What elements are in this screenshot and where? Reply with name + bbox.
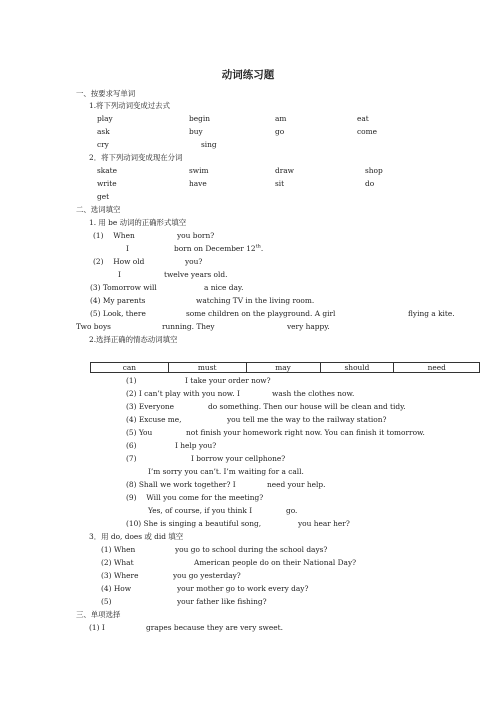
- section-2-sub-2: 2.选择正确的情态动词填空: [89, 335, 178, 344]
- be-question-text: some children on the playground. A girl: [186, 309, 336, 318]
- ing-word: get: [97, 192, 110, 201]
- table-cell: should: [320, 363, 394, 373]
- do-question: (4) How: [101, 584, 132, 593]
- ing-word: draw: [275, 166, 294, 175]
- modal-question-text: go.: [286, 506, 298, 515]
- modal-question-text: need your help.: [267, 480, 326, 489]
- modal-question-text: I borrow your cellphone?: [191, 454, 286, 463]
- past-word: eat: [357, 114, 369, 123]
- modal-question-text: do something. Then our house will be clean and tidy.: [208, 402, 406, 411]
- be-question-text: flying a kite.: [408, 309, 455, 318]
- do-question-text: you go to school during the school days?: [175, 545, 328, 554]
- be-question-text: watching TV in the living room.: [196, 296, 315, 305]
- do-question-text: you go yesterday?: [173, 571, 241, 580]
- be-question-text: born on December 12th.: [174, 243, 264, 253]
- be-question: (2) How old: [93, 257, 145, 266]
- modal-question: (8) Shall we work together? I: [126, 480, 236, 489]
- modal-question-text: I help you?: [175, 441, 217, 450]
- be-question-text: you born?: [177, 231, 215, 240]
- past-word: cry: [97, 140, 109, 149]
- modal-question-text: I’m sorry you can’t. I’m waiting for a call.: [148, 467, 304, 476]
- choice-question: (1) I: [89, 623, 105, 632]
- do-question: (2) What: [101, 558, 134, 567]
- ing-word: write: [97, 179, 117, 188]
- modal-question: (2) I can’t play with you now. I: [126, 389, 240, 398]
- ing-word: do: [365, 179, 375, 188]
- modal-question: (9) Will you come for the meeting?: [126, 493, 264, 502]
- page-title: 动词练习题: [221, 69, 275, 81]
- modal-question: (1): [126, 376, 137, 385]
- do-question: (3) Where: [101, 571, 139, 580]
- be-question: (4) My parents: [90, 296, 146, 305]
- do-question: (1) When: [101, 545, 136, 554]
- past-word: am: [275, 114, 287, 123]
- be-question: Two boys: [76, 322, 111, 331]
- modal-question-text: you hear her?: [298, 519, 350, 528]
- modal-question: (7): [126, 454, 137, 463]
- modal-question-text: I take your order now?: [185, 376, 271, 385]
- do-question-text: American people do on their National Day?: [194, 558, 357, 567]
- table-cell: may: [246, 363, 320, 373]
- be-question: I: [126, 244, 129, 253]
- ing-word: skate: [97, 166, 118, 175]
- be-question-text: you?: [185, 257, 203, 266]
- be-question-text: a nice day.: [204, 283, 244, 292]
- section-1-sub-1: 1.将下列动词变成过去式: [89, 101, 170, 110]
- be-question-text: twelve years old.: [164, 270, 228, 279]
- table-cell: can: [91, 363, 169, 373]
- modal-question: (6): [126, 441, 137, 450]
- do-question-text: your father like fishing?: [177, 597, 267, 606]
- choice-question-text: grapes because they are very sweet.: [146, 623, 283, 632]
- past-word: come: [357, 127, 377, 136]
- modal-question: (4) Excuse me,: [126, 415, 182, 424]
- modal-verb-table: [90, 362, 480, 373]
- be-question-text: running. They: [162, 322, 215, 331]
- section-2-sub-1: 1. 用 be 动词的正确形式填空: [89, 218, 187, 227]
- section-3-heading: 三、单项选择: [76, 610, 121, 619]
- ing-word: have: [189, 179, 207, 188]
- do-question-text: your mother go to work every day?: [177, 584, 309, 593]
- past-word: ask: [97, 127, 110, 136]
- be-question-text: very happy.: [287, 322, 330, 331]
- modal-question-text: not finish your homework right now. You can finish it tomorrow.: [186, 428, 425, 437]
- section-2-heading: 二、选词填空: [76, 205, 121, 214]
- past-word: buy: [189, 127, 203, 136]
- modal-question-text: wash the clothes now.: [272, 389, 355, 398]
- past-word: go: [275, 127, 285, 136]
- modal-question: (10) She is singing a beautiful song,: [126, 519, 262, 528]
- do-question: (5): [101, 597, 112, 606]
- be-question: I: [118, 270, 121, 279]
- modal-question-text: Yes, of course, if you think I: [148, 506, 253, 515]
- modal-question: (3) Everyone: [126, 402, 175, 411]
- ing-word: swim: [189, 166, 209, 175]
- section-2-sub-3: 3．用 do, does 或 did 填空: [89, 532, 184, 541]
- modal-question: (5) You: [126, 428, 153, 437]
- table-cell: need: [394, 363, 480, 373]
- past-word: begin: [189, 114, 210, 123]
- past-word: sing: [201, 140, 217, 149]
- be-question: (1) When: [93, 231, 135, 240]
- ing-word: shop: [365, 166, 383, 175]
- section-1-heading: 一、按要求写单词: [76, 89, 136, 98]
- table-row: [91, 363, 480, 373]
- ing-word: sit: [275, 179, 285, 188]
- be-question: (3) Tomorrow will: [90, 283, 157, 292]
- be-question: (5) Look, there: [90, 309, 146, 318]
- past-word: play: [97, 114, 113, 123]
- superscript: th: [255, 243, 261, 250]
- section-1-sub-2: 2．将下列动词变成现在分词: [89, 153, 183, 162]
- modal-question-text: you tell me the way to the railway station?: [227, 415, 387, 424]
- table-cell: must: [168, 363, 246, 373]
